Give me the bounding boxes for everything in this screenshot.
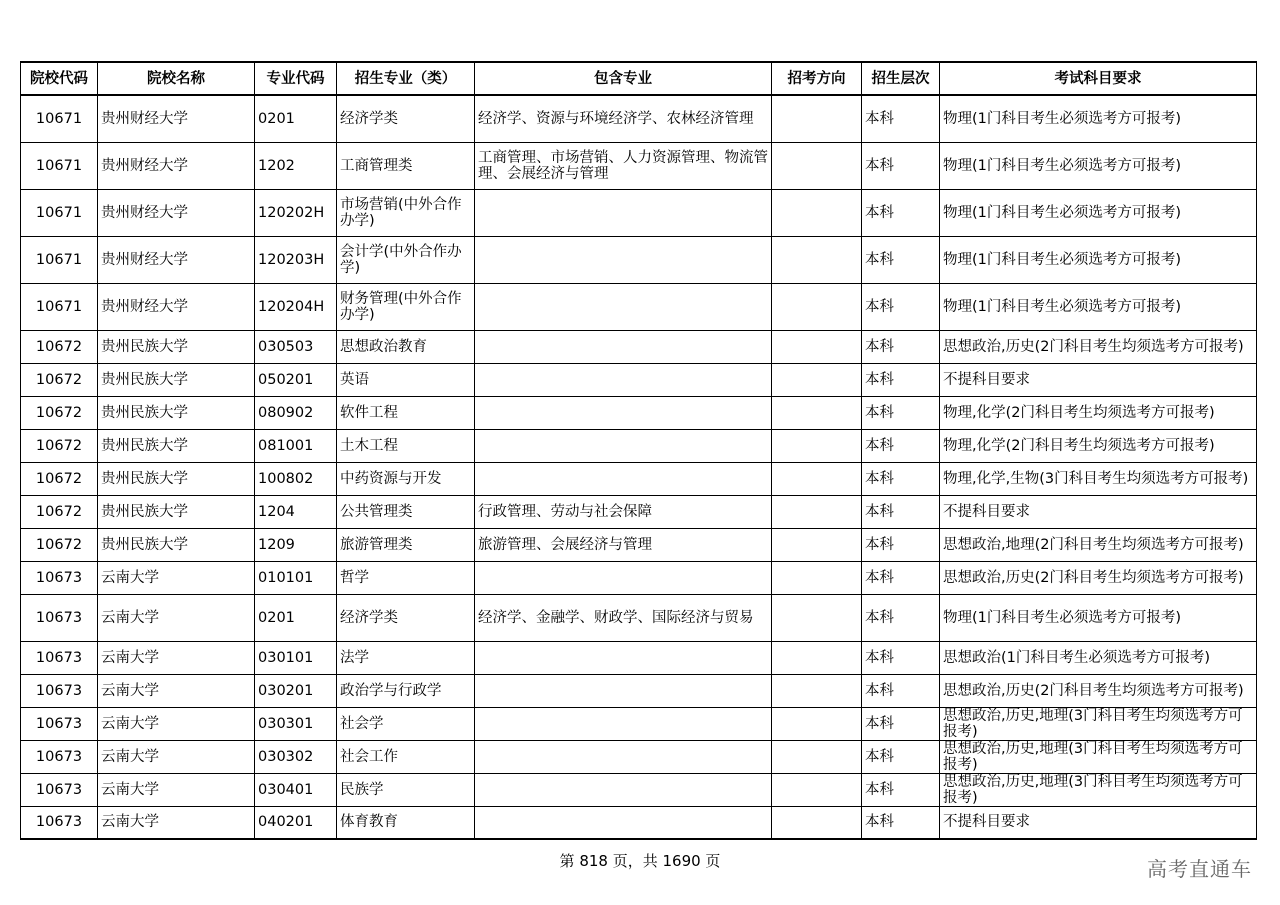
requirement-cell: 物理(1门科目考生必须选考方可报考) <box>940 189 1257 236</box>
direction-cell <box>772 528 862 561</box>
table-row <box>21 363 1257 396</box>
direction-cell <box>772 363 862 396</box>
direction-cell <box>772 561 862 594</box>
requirement-cell: 物理(1门科目考生必须选考方可报考) <box>940 142 1257 189</box>
school-name-cell: 云南大学 <box>98 641 255 674</box>
level-cell: 本科 <box>862 396 940 429</box>
level-cell: 本科 <box>862 528 940 561</box>
school-name-cell: 贵州民族大学 <box>98 330 255 363</box>
major-cell: 民族学 <box>337 773 475 806</box>
table-row <box>21 330 1257 363</box>
table-row <box>21 283 1257 330</box>
school-code-cell: 10671 <box>21 95 98 142</box>
level-cell: 本科 <box>862 95 940 142</box>
major-cell: 英语 <box>337 363 475 396</box>
major-code-cell: 030401 <box>255 773 337 806</box>
includes-cell <box>475 236 772 283</box>
school-code-cell: 10672 <box>21 363 98 396</box>
major-cell: 哲学 <box>337 561 475 594</box>
includes-cell <box>475 330 772 363</box>
school-code-cell: 10671 <box>21 283 98 330</box>
major-cell: 公共管理类 <box>337 495 475 528</box>
requirement-cell: 不提科目要求 <box>940 806 1257 839</box>
table-row <box>21 429 1257 462</box>
level-cell: 本科 <box>862 142 940 189</box>
major-cell: 法学 <box>337 641 475 674</box>
major-cell: 经济学类 <box>337 594 475 641</box>
major-code-cell: 030101 <box>255 641 337 674</box>
direction-cell <box>772 495 862 528</box>
header-direction: 招考方向 <box>772 62 862 95</box>
school-code-cell: 10671 <box>21 236 98 283</box>
major-cell: 体育教育 <box>337 806 475 839</box>
direction-cell <box>772 594 862 641</box>
admission-table <box>20 61 1257 840</box>
school-name-cell: 贵州民族大学 <box>98 363 255 396</box>
requirement-cell: 物理,化学(2门科目考生均须选考方可报考) <box>940 396 1257 429</box>
school-code-cell: 10672 <box>21 528 98 561</box>
includes-cell <box>475 363 772 396</box>
major-code-cell: 1202 <box>255 142 337 189</box>
school-code-cell: 10673 <box>21 561 98 594</box>
level-cell: 本科 <box>862 773 940 806</box>
school-name-cell: 贵州民族大学 <box>98 396 255 429</box>
direction-cell <box>772 806 862 839</box>
major-cell: 土木工程 <box>337 429 475 462</box>
direction-cell <box>772 95 862 142</box>
school-code-cell: 10673 <box>21 773 98 806</box>
school-name-cell: 云南大学 <box>98 740 255 773</box>
level-cell: 本科 <box>862 806 940 839</box>
school-name-cell: 贵州民族大学 <box>98 462 255 495</box>
major-cell: 中药资源与开发 <box>337 462 475 495</box>
page-number: 第 818 页，共 1690 页 <box>559 852 721 870</box>
includes-cell <box>475 462 772 495</box>
includes-cell <box>475 773 772 806</box>
school-name-cell: 贵州财经大学 <box>98 95 255 142</box>
requirement-cell: 思想政治,历史,地理(3门科目考生均须选考方可报考) <box>940 740 1257 773</box>
school-code-cell: 10673 <box>21 740 98 773</box>
major-code-cell: 030201 <box>255 674 337 707</box>
table-row <box>21 462 1257 495</box>
table-row <box>21 396 1257 429</box>
table-row <box>21 641 1257 674</box>
level-cell: 本科 <box>862 283 940 330</box>
school-name-cell: 云南大学 <box>98 707 255 740</box>
includes-cell <box>475 396 772 429</box>
major-code-cell: 0201 <box>255 594 337 641</box>
level-cell: 本科 <box>862 189 940 236</box>
direction-cell <box>772 462 862 495</box>
table-row <box>21 236 1257 283</box>
school-code-cell: 10672 <box>21 462 98 495</box>
includes-cell: 经济学、金融学、财政学、国际经济与贸易 <box>475 594 772 641</box>
level-cell: 本科 <box>862 330 940 363</box>
requirement-cell: 物理(1门科目考生必须选考方可报考) <box>940 236 1257 283</box>
school-code-cell: 10672 <box>21 330 98 363</box>
requirement-cell: 思想政治,地理(2门科目考生均须选考方可报考) <box>940 528 1257 561</box>
direction-cell <box>772 396 862 429</box>
level-cell: 本科 <box>862 674 940 707</box>
level-cell: 本科 <box>862 594 940 641</box>
direction-cell <box>772 429 862 462</box>
school-name-cell: 贵州财经大学 <box>98 283 255 330</box>
major-code-cell: 1204 <box>255 495 337 528</box>
includes-cell: 工商管理、市场营销、人力资源管理、物流管理、会展经济与管理 <box>475 142 772 189</box>
table-row <box>21 189 1257 236</box>
school-code-cell: 10673 <box>21 806 98 839</box>
table-header-row <box>21 62 1257 95</box>
requirement-cell: 不提科目要求 <box>940 363 1257 396</box>
requirement-cell: 不提科目要求 <box>940 495 1257 528</box>
school-name-cell: 云南大学 <box>98 561 255 594</box>
school-name-cell: 贵州民族大学 <box>98 528 255 561</box>
header-major: 招生专业（类） <box>337 62 475 95</box>
direction-cell <box>772 189 862 236</box>
requirement-cell: 物理(1门科目考生必须选考方可报考) <box>940 95 1257 142</box>
major-code-cell: 050201 <box>255 363 337 396</box>
school-name-cell: 贵州民族大学 <box>98 429 255 462</box>
major-cell: 思想政治教育 <box>337 330 475 363</box>
table-row <box>21 142 1257 189</box>
level-cell: 本科 <box>862 740 940 773</box>
level-cell: 本科 <box>862 561 940 594</box>
requirement-cell: 思想政治,历史(2门科目考生均须选考方可报考) <box>940 674 1257 707</box>
major-cell: 软件工程 <box>337 396 475 429</box>
major-cell: 社会工作 <box>337 740 475 773</box>
school-code-cell: 10671 <box>21 142 98 189</box>
requirement-cell: 物理,化学(2门科目考生均须选考方可报考) <box>940 429 1257 462</box>
school-name-cell: 云南大学 <box>98 806 255 839</box>
table-row <box>21 95 1257 142</box>
includes-cell <box>475 641 772 674</box>
includes-cell <box>475 429 772 462</box>
major-cell: 旅游管理类 <box>337 528 475 561</box>
level-cell: 本科 <box>862 641 940 674</box>
direction-cell <box>772 773 862 806</box>
header-level: 招生层次 <box>862 62 940 95</box>
major-code-cell: 040201 <box>255 806 337 839</box>
major-code-cell: 030503 <box>255 330 337 363</box>
major-code-cell: 120202H <box>255 189 337 236</box>
includes-cell <box>475 561 772 594</box>
direction-cell <box>772 142 862 189</box>
includes-cell: 经济学、资源与环境经济学、农林经济管理 <box>475 95 772 142</box>
direction-cell <box>772 236 862 283</box>
header-school-code: 院校代码 <box>21 62 98 95</box>
major-cell: 会计学(中外合作办学) <box>337 236 475 283</box>
includes-cell <box>475 283 772 330</box>
direction-cell <box>772 707 862 740</box>
table-row <box>21 674 1257 707</box>
table-row <box>21 740 1257 773</box>
school-name-cell: 云南大学 <box>98 773 255 806</box>
table-row <box>21 561 1257 594</box>
header-major-code: 专业代码 <box>255 62 337 95</box>
school-code-cell: 10672 <box>21 495 98 528</box>
requirement-cell: 思想政治(1门科目考生必须选考方可报考) <box>940 641 1257 674</box>
level-cell: 本科 <box>862 429 940 462</box>
major-code-cell: 1209 <box>255 528 337 561</box>
table-row <box>21 594 1257 641</box>
includes-cell: 行政管理、劳动与社会保障 <box>475 495 772 528</box>
major-code-cell: 080902 <box>255 396 337 429</box>
requirement-cell: 物理(1门科目考生必须选考方可报考) <box>940 283 1257 330</box>
direction-cell <box>772 283 862 330</box>
header-school-name: 院校名称 <box>98 62 255 95</box>
major-code-cell: 081001 <box>255 429 337 462</box>
school-name-cell: 云南大学 <box>98 674 255 707</box>
requirement-cell: 思想政治,历史(2门科目考生均须选考方可报考) <box>940 561 1257 594</box>
major-code-cell: 030301 <box>255 707 337 740</box>
major-code-cell: 100802 <box>255 462 337 495</box>
table-row <box>21 495 1257 528</box>
table-row <box>21 773 1257 806</box>
school-code-cell: 10673 <box>21 674 98 707</box>
school-code-cell: 10671 <box>21 189 98 236</box>
school-name-cell: 云南大学 <box>98 594 255 641</box>
includes-cell <box>475 707 772 740</box>
school-name-cell: 贵州财经大学 <box>98 189 255 236</box>
requirement-cell: 思想政治,历史,地理(3门科目考生均须选考方可报考) <box>940 773 1257 806</box>
level-cell: 本科 <box>862 363 940 396</box>
requirement-cell: 思想政治,历史(2门科目考生均须选考方可报考) <box>940 330 1257 363</box>
school-code-cell: 10673 <box>21 594 98 641</box>
major-cell: 政治学与行政学 <box>337 674 475 707</box>
includes-cell <box>475 189 772 236</box>
table-row <box>21 528 1257 561</box>
includes-cell <box>475 740 772 773</box>
school-code-cell: 10672 <box>21 429 98 462</box>
major-cell: 社会学 <box>337 707 475 740</box>
requirement-cell: 思想政治,历史,地理(3门科目考生均须选考方可报考) <box>940 707 1257 740</box>
major-cell: 经济学类 <box>337 95 475 142</box>
requirement-cell: 物理(1门科目考生必须选考方可报考) <box>940 594 1257 641</box>
school-code-cell: 10673 <box>21 707 98 740</box>
major-code-cell: 0201 <box>255 95 337 142</box>
major-cell: 市场营销(中外合作办学) <box>337 189 475 236</box>
table-row <box>21 806 1257 839</box>
direction-cell <box>772 330 862 363</box>
watermark-logo-text: 高考直通车 <box>1147 857 1252 881</box>
major-code-cell: 030302 <box>255 740 337 773</box>
major-cell: 工商管理类 <box>337 142 475 189</box>
direction-cell <box>772 740 862 773</box>
major-code-cell: 120204H <box>255 283 337 330</box>
level-cell: 本科 <box>862 495 940 528</box>
table-row <box>21 707 1257 740</box>
major-cell: 财务管理(中外合作办学) <box>337 283 475 330</box>
school-name-cell: 贵州财经大学 <box>98 142 255 189</box>
major-code-cell: 010101 <box>255 561 337 594</box>
level-cell: 本科 <box>862 707 940 740</box>
school-name-cell: 贵州民族大学 <box>98 495 255 528</box>
level-cell: 本科 <box>862 462 940 495</box>
requirement-cell: 物理,化学,生物(3门科目考生均须选考方可报考) <box>940 462 1257 495</box>
direction-cell <box>772 674 862 707</box>
header-includes: 包含专业 <box>475 62 772 95</box>
school-code-cell: 10673 <box>21 641 98 674</box>
school-code-cell: 10672 <box>21 396 98 429</box>
table-body <box>21 95 1257 839</box>
header-requirement: 考试科目要求 <box>940 62 1257 95</box>
includes-cell <box>475 806 772 839</box>
includes-cell: 旅游管理、会展经济与管理 <box>475 528 772 561</box>
direction-cell <box>772 641 862 674</box>
level-cell: 本科 <box>862 236 940 283</box>
major-code-cell: 120203H <box>255 236 337 283</box>
includes-cell <box>475 674 772 707</box>
school-name-cell: 贵州财经大学 <box>98 236 255 283</box>
